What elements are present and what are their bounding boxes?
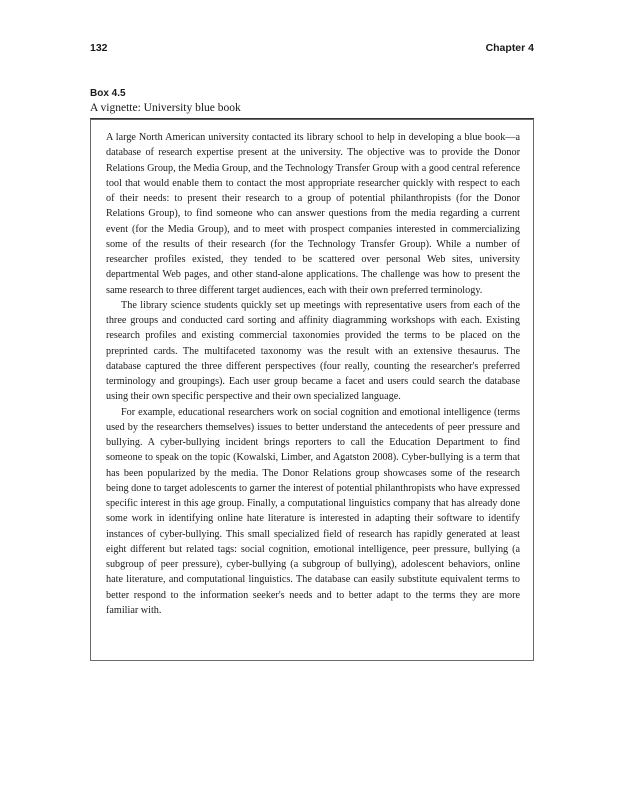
box-paragraph-3: For example, educational researchers work on social cognition and emotional intelligence (terms used by the researchers themselves) issues to better understand the antecedents of peer pressure and bullying. A cyber-bullying incident brings reporters to call the Education Department to find someone to speak on the topic (Kowalski, Limber, and Agatston 2008). Cyber-bullying is a term that has been popularized by the media. The Donor Relations group showcases some of the research being done to target adolescents to garner the interest of potential philanthropists who have expressed specific interest in this age group. Finally, a computational linguistics company that has already done some work in identifying online hate literature is interested in adapting their software to identify instances of cyber-bullying. This small specialized field of research has rapidly generated at least eight different but related tags: social cognition, emotional intelligence, peer pressure, bullying (a subgroup of peer pressure), cyber-bullying (a subgroup of bullying), adolescent behaviors, online hate literature, and computational linguistics. The database can easily substitute equivalent terms to better respond to the information seeker's needs and to better adapt to the terms they are more familiar with. — [106, 406, 520, 616]
box-label: Box 4.5 — [90, 88, 126, 99]
vignette-box — [90, 119, 534, 661]
box-paragraph-1: A large North American university contacted its library school to help in developing a blue book—a database of research expertise present at the university. The objective was to provide the Donor Relations Group, the Media Group, and the Technology Transfer Group with a good central reference tool that would enable them to contact the most appropriate researcher quickly with respect to each of their needs: to present their research to a group of potential philanthropists (for the Donor Relations Group), to find someone who can answer questions from the media regarding a current event (for the Media Group), and to meet with prospect companies interested in commercializing some of the results of their research (for the Technology Transfer Group). While a number of researcher profiles existed, they tended to be scattered over personal Web sites, university departmental Web pages, and other stand-alone applications. The challenge was how to present the same research to three different target audiences, each with their own preferred terminology. — [106, 132, 520, 296]
box-paragraph-2: The library science students quickly set up meetings with representative users from each of the three groups and conducted card sorting and affinity diagramming workshops with each. Existing research profiles and existing commercial taxonomies provided the terms to be placed on the preprinted cards. The multifaceted taxonomy was the result with an extensive thesaurus. The database captured the three different perspectives (four really, counting the researcher's preferred terminology and groupings). Each user group became a facet and users could search the database using their own specific perspective and their own specialized language. — [106, 299, 520, 403]
box-title: A vignette: University blue book — [90, 102, 534, 119]
page-number: 132 — [90, 42, 108, 54]
running-head — [90, 42, 534, 58]
chapter-label: Chapter 4 — [485, 42, 534, 54]
